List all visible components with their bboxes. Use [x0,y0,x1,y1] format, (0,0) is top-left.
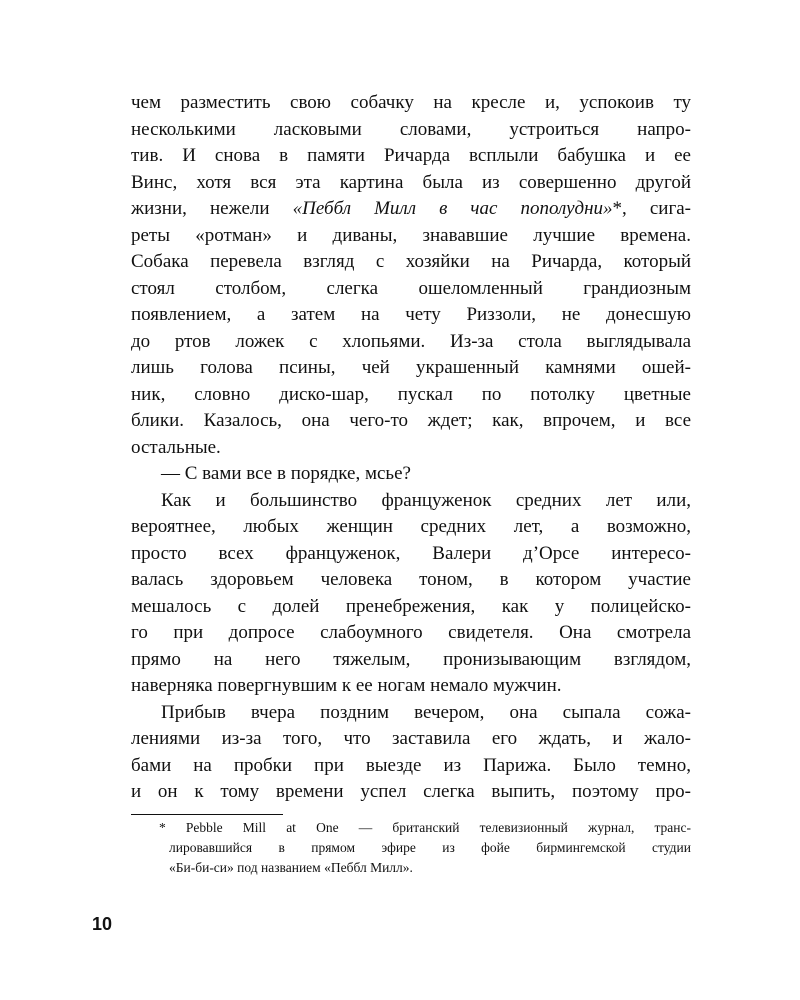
text-line: тив. И снова в памяти Ричарда всплыли бабушка и ее [131,145,691,166]
text-line: лишь голова псины, чей украшенный камнями ошей- [131,357,691,378]
text-line: Собака перевела взгляд с хозяйки на Ричарда, который [131,251,691,272]
text-line: стоял столбом, слегка ошеломленный грандиозным [131,277,691,299]
page-number: 10 [92,914,113,934]
text-line: несколькими ласковыми словами, устроиться напро- [131,118,691,140]
text-line: остальные. [131,436,221,458]
text-line-with-italic-title [131,196,691,223]
text-line: чем разместить свою собачку на кресле и, успокоив ту [131,92,691,113]
text-segment: *, сига- [612,198,692,219]
footnote-line: * Pebble Mill at One — британский телевизионный журнал, транс- [159,820,691,835]
footnote-divider [131,814,283,815]
text-line: блики. Казалось, она чего-то ждет; как, впрочем, и все [131,410,691,431]
text-line: вероятнее, любых женщин средних лет, а возможно, [131,516,691,537]
footnote [131,818,691,878]
text-line: лениями из-за того, что заставила его ждать, и жало- [131,728,691,749]
main-text [131,90,691,806]
text-line: прямо на него тяжелым, пронизывающим взглядом, [131,648,691,670]
text-line: Как и большинство француженок средних лет или, [161,489,691,511]
text-line: появлением, а затем на чету Риззоли, не донесшую [131,304,691,325]
dialogue-line: — С вами все в порядке, мсье? [161,463,411,484]
footnote-line: «Би-би-си» под названием «Пеббл Милл». [169,860,413,875]
footnote-line: лировавшийся в прямом эфире из фойе бирмингемской студии [169,840,691,855]
text-line: ник, словно диско-шар, пускал по потолку цветные [131,383,691,405]
text-line: бами на пробки при выезде из Парижа. Было темно, [131,754,691,776]
text-line: наверняка повергнувшим к ее ногам немало мужчин. [131,675,562,696]
text-line: Винс, хотя вся эта картина была из совершенно другой [131,171,691,193]
text-line: го при допросе слабоумного свидетеля. Она смотрела [131,622,691,643]
text-line: просто всех француженок, Валери д’Орсе интересо- [131,542,691,564]
text-segment: жизни, нежели [131,198,293,219]
text-line: до ртов ложек с хлопьями. Из-за стола выглядывала [131,330,691,352]
text-line: и он к тому времени успел слегка выпить, поэтому про- [131,781,691,802]
text-line: валась здоровьем человека тоном, в котором участие [131,569,691,590]
text-line: мешалось с долей пренебрежения, как у полицейско- [131,595,691,617]
text-line: Прибыв вчера поздним вечером, она сыпала сожа- [161,701,691,723]
italic-title: «Пеббл Милл в час пополудни» [292,198,613,219]
text-line: реты «ротман» и диваны, знававшие лучшие времена. [131,224,691,246]
